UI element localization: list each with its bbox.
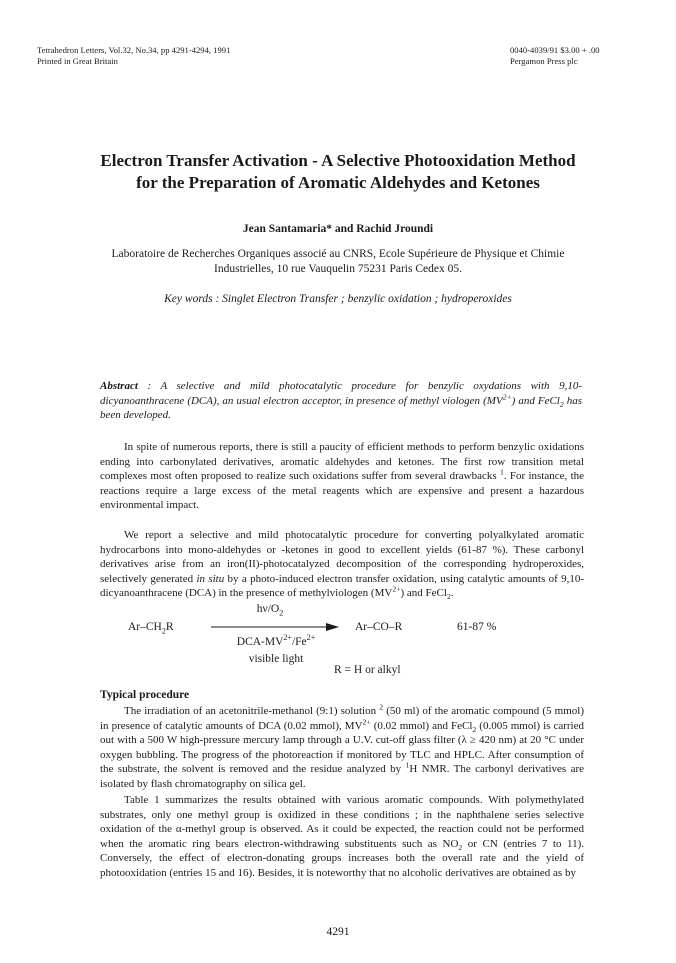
scheme-light: visible light	[248, 653, 304, 665]
paragraph-report	[100, 528, 584, 601]
abstract-fecl: ) and FeCl	[511, 394, 560, 407]
affiliation-line-2: Industrielles, 10 rue Vauquelin 75231 Paris Cedex 05.	[214, 263, 462, 275]
above-text: hν/O	[256, 603, 280, 615]
para3-fecl-sub: 2	[472, 724, 477, 734]
para3-mv-charge: 2+	[362, 716, 371, 726]
article-code: 0040-4039/91 $3.00 + .00	[510, 45, 600, 55]
affiliation	[70, 247, 606, 277]
publisher-header	[510, 45, 600, 67]
para2-text-b: by a photo-induced electron transfer oxidation, using catalytic amounts of 9,10-dicyanoanthracene (DCA) in the presence of methylviologen (MV	[100, 572, 584, 600]
abstract-sep: :	[137, 380, 161, 392]
reference-1: 1	[499, 467, 504, 477]
para2-text-d: .	[450, 587, 454, 600]
para2-mv-charge: 2+	[392, 584, 401, 594]
title-line-1: Electron Transfer Activation - A Selective Photooxidation Method	[100, 151, 576, 170]
scheme-yield: 61-87 %	[457, 621, 497, 633]
scheme-reactant	[128, 621, 174, 636]
para4-no2-sub: 2	[458, 842, 463, 852]
scheme-r-group: R = H or alkyl	[334, 664, 401, 676]
para2-fecl-sub: 2	[446, 592, 451, 602]
para3-text-b: (50 ml) of the aromatic compound (5 mmol) in presence of catalytic amounts of DCA (0.02 mmol), MV	[100, 705, 585, 732]
abstract-fecl-sub: 2	[559, 399, 564, 409]
above-sub: 2	[279, 608, 284, 618]
abstract-mv: (MV	[483, 394, 503, 407]
in-situ: in situ	[196, 572, 225, 585]
journal-header	[37, 45, 230, 67]
scheme-conditions	[216, 633, 336, 648]
publisher-name: Pergamon Press plc	[510, 56, 578, 66]
para4-text-b: or CN (entries 7 to 11). Conversely, the effect of electron-donating groups increases both the overall rate and the yield of photooxidation (entries 15 and 16). Besides, it is noteworthy that no alcoholic derivatives are obtained as by	[100, 837, 584, 879]
para2-text-a: We report a selective and mild photocatalytic procedure for converting polyalkylated aromatic hydrocarbons into mono-aldehydes or -ketones in good to excellent yields (61-87 %). These carbonyl derivatives arise from an iron(II)-photocatalyzed decomposition of the corresponding hydroperoxides, selectively generated	[100, 529, 584, 585]
paragraph-intro	[100, 440, 584, 513]
paragraph-procedure	[100, 704, 584, 792]
journal-citation: Tetrahedron Letters, Vol.32, No.34, pp 4291-4294, 1991	[37, 45, 231, 55]
paper-title	[40, 150, 636, 194]
reactant-r: R	[165, 621, 174, 633]
para3-text-c: (0.02 mmol) and FeCl	[373, 719, 473, 732]
page-number: 4291	[326, 926, 350, 938]
abstract-text: A selective and mild photocatalytic procedure for benzylic oxydations with 9,10-dicyanoanthracene (DCA), an usual electron acceptor, in presence of methyl viologen	[100, 380, 582, 407]
para2-text-c: ) and FeCl	[400, 587, 447, 600]
para1-end: . For instance, the reactions require a large excess of the metal reagents which are expensive and present a hazardous environmental impact.	[100, 470, 585, 512]
conditions-dca: DCA-MV	[236, 636, 284, 648]
scheme-above-arrow	[229, 603, 311, 618]
title-line-2: for the Preparation of Aromatic Aldehydes and Ketones	[136, 173, 540, 192]
para3-text-e: H NMR. The carbonyl derivatives are isolated by flash chromatography on silica gel.	[100, 763, 585, 790]
printed-in: Printed in Great Britain	[37, 56, 118, 66]
nmr-sup: 1	[405, 760, 410, 770]
reference-2: 2	[379, 702, 384, 712]
paragraph-results	[100, 793, 584, 881]
authors: Jean Santamaria* and Rachid Jroundi	[242, 223, 434, 235]
para3-text-d: (0.005 mmol) is carried out with a 500 W high-pressure mercury lamp through a U.V. cut-off glass filter (λ ≥ 420 nm) at 20 °C under oxygen bubbling. The progress of the photoreaction if monitored by TLC and HPLC. After consumption of the substrate, the solvent is removed and the residue analyzed by	[100, 719, 584, 776]
abstract-end: has been developed.	[100, 394, 583, 421]
abstract-label: Abstract	[100, 380, 138, 392]
conditions-fe-charge: 2+	[306, 633, 316, 643]
abstract-mv-charge: 2+	[502, 391, 512, 401]
conditions-mv-charge: 2+	[283, 633, 292, 643]
reaction-arrow	[210, 621, 340, 633]
abstract	[100, 379, 582, 423]
para4-text-a: Table 1 summarizes the results obtained with various aromatic compounds. With polymethylated substrates, only one methyl group is oxidized in these conditions ; in the naphthalene series selective oxidation of the α-methyl group is observed. As it could be expected, the reaction could not be performed when the aromatic ring bears electron-withdrawing substituents such as NO	[100, 794, 584, 850]
reactant-text: Ar–CH	[128, 621, 162, 633]
section-heading: Typical procedure	[100, 689, 190, 701]
keywords: Key words : Singlet Electron Transfer ; benzylic oxidation ; hydroperoxides	[164, 293, 512, 305]
scheme-product: Ar–CO–R	[355, 621, 403, 633]
conditions-fe: /Fe	[291, 636, 307, 648]
para1-text: In spite of numerous reports, there is still a paucity of efficient methods to perform benzylic oxidations ending into carbonylated derivatives, aromatic aldehydes and ketones. The first row transition metal complexes most often proposed to realize such oxidations suffer from several drawbacks	[100, 441, 584, 483]
reactant-sub: 2	[161, 626, 166, 636]
para3-text-a: The irradiation of an acetonitrile-methanol (9:1) solution	[124, 705, 377, 717]
affiliation-line-1: Laboratoire de Recherches Organiques associé au CNRS, Ecole Supérieure de Physique et Chimie	[111, 248, 565, 260]
